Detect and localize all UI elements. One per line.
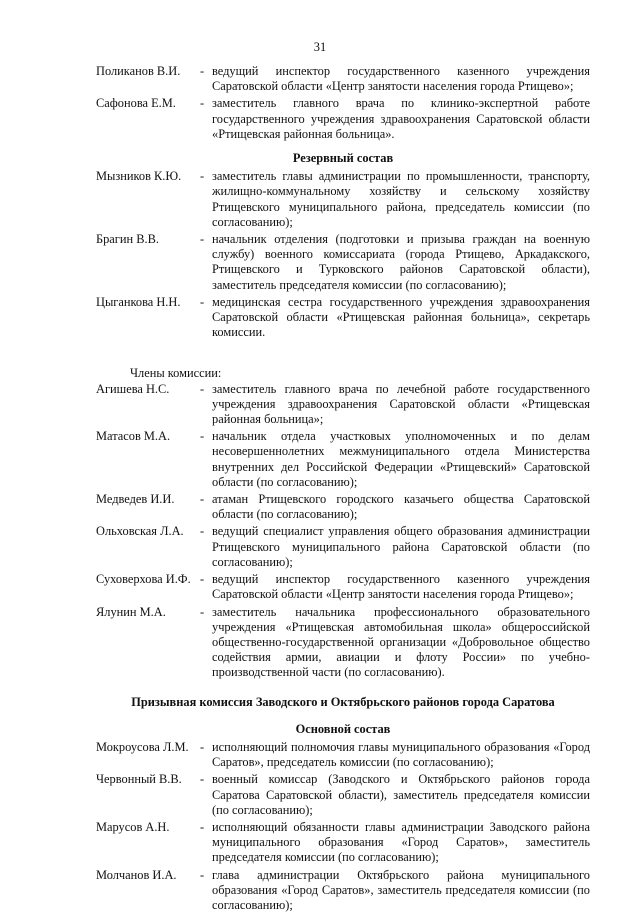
members-label: Члены комиссии: xyxy=(130,366,222,381)
dash-separator: - xyxy=(200,96,205,111)
list-item xyxy=(96,429,590,490)
person-name: Червонный В.В. xyxy=(96,772,182,787)
dash-separator: - xyxy=(200,772,205,787)
list-item xyxy=(96,820,590,866)
position-text: атаман Ртищевского городского казачьего общества Саратовской области (по согласованию); xyxy=(212,492,590,522)
list-item xyxy=(96,868,590,914)
reserve-heading: Резервный состав xyxy=(292,151,394,166)
person-name: Брагин В.В. xyxy=(96,232,159,247)
dash-separator: - xyxy=(200,819,205,834)
person-position xyxy=(200,96,590,142)
person-name: Ялунин М.А. xyxy=(96,604,166,619)
position-text: ведущий инспектор государственного казенного учреждения Саратовской области «Центр занятости населения города Ртищево»; xyxy=(212,572,590,602)
entries-main xyxy=(96,740,590,913)
position-text: ведущий специалист управления общего образования администрации Ртищевского муниципального района Саратовской области (по согласованию); xyxy=(212,524,590,569)
list-item xyxy=(96,232,590,293)
list-item xyxy=(96,169,590,230)
list-item xyxy=(96,772,590,818)
person-position xyxy=(200,492,590,522)
position-text: исполняющий полномочия главы муниципального образования «Город Саратов», председатель комиссии (по согласованию); xyxy=(212,739,590,770)
person-position xyxy=(200,169,590,230)
person-position xyxy=(200,772,590,818)
list-item xyxy=(96,524,590,570)
position-text: заместитель главы администрации по промышленности, транспорту, жилищно-коммунальному хозяйству и сельскому хозяйству Ртищевского муниципального района, председатель комиссии (по согласованию); xyxy=(212,169,590,229)
position-text: военный комиссар (Заводского и Октябрьского районов города Саратова Саратовской области), заместитель председателя комиссии (по согласованию); xyxy=(212,772,590,817)
dash-separator: - xyxy=(200,572,205,587)
entries-top xyxy=(96,64,590,142)
person-name: Сафонова Е.М. xyxy=(96,96,176,111)
person-position xyxy=(200,740,590,770)
person-name: Мызников К.Ю. xyxy=(96,169,182,184)
person-position xyxy=(200,382,590,428)
position-text: заместитель главного врача по лечебной работе государственного учреждения здравоохранения Саратовской области «Ртищевская районная больница»; xyxy=(212,381,590,427)
dash-separator: - xyxy=(200,524,205,539)
list-item xyxy=(96,605,590,681)
list-item xyxy=(96,64,590,94)
dash-separator: - xyxy=(200,604,205,619)
person-position xyxy=(200,868,590,914)
person-name: Мокроусова Л.М. xyxy=(96,739,189,754)
dash-separator: - xyxy=(200,294,205,309)
person-name: Агишева Н.С. xyxy=(96,381,170,396)
list-item xyxy=(96,740,590,770)
person-name: Поликанов В.И. xyxy=(96,64,181,78)
dash-separator: - xyxy=(200,64,205,78)
commission-heading: Призывная комиссия Заводского и Октябрьского районов города Саратова xyxy=(131,694,555,709)
list-item xyxy=(96,572,590,602)
person-name: Суховерхова И.Ф. xyxy=(96,572,191,587)
dash-separator: - xyxy=(200,169,205,184)
list-item xyxy=(96,96,590,142)
position-text: ведущий инспектор государственного казенного учреждения Саратовской области «Центр занятости населения города Ртищево»; xyxy=(212,64,590,94)
dash-separator: - xyxy=(200,232,205,247)
person-position xyxy=(200,572,590,602)
dash-separator: - xyxy=(200,381,205,396)
dash-separator: - xyxy=(200,492,205,507)
person-name: Цыганкова Н.Н. xyxy=(96,294,181,309)
person-name: Марусов А.Н. xyxy=(96,819,170,834)
person-name: Ольховская Л.А. xyxy=(96,524,184,539)
position-text: начальник отделения (подготовки и призыва граждан на военную службу) военного комиссариата (города Ртищево, Аркадакского, Ртищевского и Турковского районов Саратовской области), заместитель председателя комиссии (по согласованию); xyxy=(212,232,590,292)
dash-separator: - xyxy=(200,867,205,882)
position-text: исполняющий обязанности главы администрации Заводского района муниципального образования «Город Саратов», заместитель председателя комиссии (по согласованию); xyxy=(212,819,590,865)
document-body xyxy=(96,64,590,915)
list-item xyxy=(96,492,590,522)
page-number: 31 xyxy=(313,40,327,54)
position-text: заместитель главного врача по клинико-экспертной работе государственного учреждения здравоохранения Саратовской области «Ртищевская районная больница». xyxy=(212,96,590,141)
position-text: медицинская сестра государственного учреждения здравоохранения Саратовской области «Ртищевская районная больница», секретарь комиссии. xyxy=(212,294,590,340)
person-name: Медведев И.И. xyxy=(96,492,175,507)
person-name: Молчанов И.А. xyxy=(96,867,177,882)
person-position xyxy=(200,295,590,341)
dash-separator: - xyxy=(200,739,205,754)
list-item xyxy=(96,295,590,341)
main-heading: Основной состав xyxy=(295,721,391,736)
person-name: Матасов М.А. xyxy=(96,429,171,444)
list-item xyxy=(96,382,590,428)
person-position xyxy=(200,64,590,94)
person-position xyxy=(200,605,590,681)
person-position xyxy=(200,232,590,293)
position-text: начальник отдела участковых уполномоченных и по делам несовершеннолетних межмуниципального отдела Министерства внутренних дел Российской Федерации «Ртищевский» Саратовской области (по согласованию); xyxy=(212,429,590,489)
entries-reserve xyxy=(96,169,590,340)
position-text: глава администрации Октябрьского района муниципального образования «Город Саратов», заместитель председателя комиссии (по согласованию); xyxy=(212,867,590,912)
person-position xyxy=(200,820,590,866)
person-position xyxy=(200,524,590,570)
position-text: заместитель начальника профессионального образовательного учреждения «Ртищевская автомобильная школа» общероссийской общественно-государственной организации «Добровольное общество содействия армии, авиации и флоту России» по учебно-производственной части (по согласованию). xyxy=(212,604,590,680)
person-position xyxy=(200,429,590,490)
dash-separator: - xyxy=(200,429,205,444)
entries-members xyxy=(96,382,590,681)
